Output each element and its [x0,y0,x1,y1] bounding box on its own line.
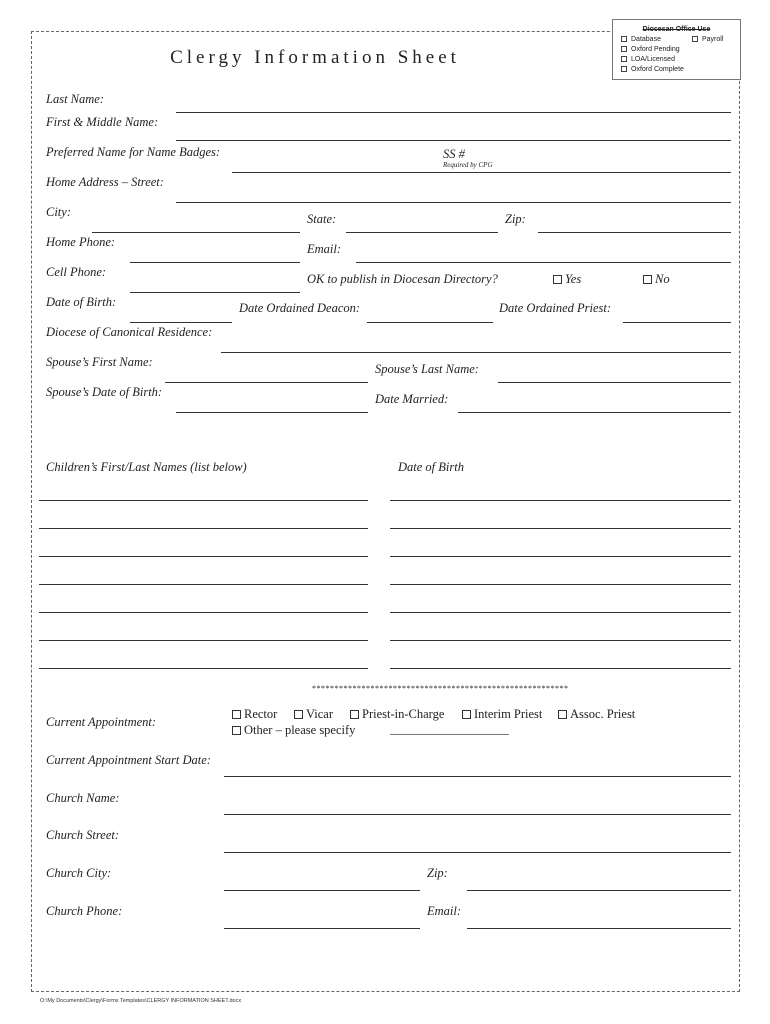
appt-other-option[interactable]: Other – please specify [232,723,355,738]
appt-start-field[interactable] [224,776,731,777]
child-dob-field[interactable] [390,528,731,529]
children-dob-label: Date of Birth [398,460,464,474]
checkbox-icon [621,46,627,52]
checkbox-icon [621,66,627,72]
file-path-footer: O:\My Documents\Clergy\Forms Templates\CLERGY INFORMATION SHEET.docx [40,998,242,1004]
home-street-field[interactable] [176,202,731,203]
appt-vicar-option[interactable]: Vicar [294,707,333,722]
state-field[interactable] [346,232,498,233]
child-dob-field[interactable] [390,668,731,669]
church-zip-label: Zip: [427,866,448,880]
appt-assoc-priest-option[interactable]: Assoc. Priest [558,707,635,722]
diocese-canonical-field[interactable] [221,352,731,353]
publish-yes-option[interactable]: Yes [553,272,581,287]
city-label: City: [46,205,71,219]
ordained-deacon-field[interactable] [367,322,493,323]
spouse-last-field[interactable] [498,382,731,383]
cell-phone-field[interactable] [130,292,300,293]
child-name-field[interactable] [39,640,368,641]
zip-label: Zip: [505,212,526,226]
current-appointment-label: Current Appointment: [46,715,157,729]
office-oxford-pending[interactable]: Oxford Pending [621,46,680,53]
child-name-field[interactable] [39,556,368,557]
church-phone-label: Church Phone: [46,904,123,918]
ss-note: Required by CPG [443,161,493,169]
ok-publish-label: OK to publish in Diocesan Directory? [307,272,498,286]
checkbox-icon [558,710,567,719]
email-field[interactable] [356,262,731,263]
date-married-field[interactable] [458,412,731,413]
church-phone-field[interactable] [224,928,420,929]
ordained-deacon-label: Date Ordained Deacon: [239,301,361,315]
office-use-heading: Diocesan Office Use [642,26,711,33]
church-email-field[interactable] [467,928,731,929]
checkbox-icon [462,710,471,719]
spouse-last-label: Spouse’s Last Name: [375,362,479,376]
church-name-field[interactable] [224,814,731,815]
church-street-label: Church Street: [46,828,120,842]
ordained-priest-field[interactable] [623,322,731,323]
office-payroll[interactable]: Payroll [692,36,723,43]
checkbox-icon [621,36,627,42]
ss-label: SS # [443,147,465,161]
home-phone-field[interactable] [130,262,300,263]
checkbox-icon [692,36,698,42]
appt-rector-option[interactable]: Rector [232,707,277,722]
church-name-label: Church Name: [46,791,120,805]
office-database[interactable]: Database [621,36,661,43]
checkbox-icon [294,710,303,719]
office-oxford-complete[interactable]: Oxford Complete [621,66,684,73]
zip-field[interactable] [538,232,731,233]
publish-no-option[interactable]: No [643,272,670,287]
city-field[interactable] [92,232,300,233]
appt-interim-priest-option[interactable]: Interim Priest [462,707,542,722]
home-phone-label: Home Phone: [46,235,116,249]
home-street-label: Home Address – Street: [46,175,164,189]
first-middle-name-field[interactable] [176,140,731,141]
checkbox-icon [232,726,241,735]
ordained-priest-label: Date Ordained Priest: [499,301,612,315]
child-name-field[interactable] [39,612,368,613]
checkbox-icon [621,56,627,62]
child-name-field[interactable] [39,528,368,529]
child-dob-field[interactable] [390,612,731,613]
checkbox-icon [350,710,359,719]
child-dob-field[interactable] [390,640,731,641]
church-city-label: Church City: [46,866,112,880]
church-city-field[interactable] [224,890,420,891]
last-name-field[interactable] [176,112,731,113]
child-name-field[interactable] [39,584,368,585]
spouse-first-field[interactable] [165,382,368,383]
checkbox-icon [553,275,562,284]
checkbox-icon [643,275,652,284]
spouse-dob-label: Spouse’s Date of Birth: [46,385,163,399]
spouse-first-label: Spouse’s First Name: [46,355,153,369]
appt-priest-in-charge-option[interactable]: Priest-in-Charge [350,707,444,722]
dob-label: Date of Birth: [46,295,117,309]
appt-start-label: Current Appointment Start Date: [46,753,211,767]
spouse-dob-field[interactable] [176,412,368,413]
date-married-label: Date Married: [375,392,449,406]
child-dob-field[interactable] [390,500,731,501]
child-dob-field[interactable] [390,556,731,557]
preferred-name-label: Preferred Name for Name Badges: [46,145,221,159]
state-label: State: [307,212,337,226]
dob-field[interactable] [130,322,232,323]
office-use-box [612,19,741,80]
child-name-field[interactable] [39,500,368,501]
appt-other-specify-field[interactable]: ___________________ [390,722,509,736]
email-label: Email: [307,242,342,256]
first-middle-name-label: First & Middle Name: [46,115,159,129]
cell-phone-label: Cell Phone: [46,265,107,279]
page-title: Clergy Information Sheet [170,47,460,68]
church-zip-field[interactable] [467,890,731,891]
diocese-canonical-label: Diocese of Canonical Residence: [46,325,213,339]
section-separator: ********************************************************* [312,684,569,693]
church-email-label: Email: [427,904,462,918]
child-dob-field[interactable] [390,584,731,585]
church-street-field[interactable] [224,852,731,853]
preferred-name-field[interactable] [232,172,731,173]
checkbox-icon [232,710,241,719]
last-name-label: Last Name: [46,92,104,106]
office-loa-licensed[interactable]: LOA/Licensed [621,56,675,63]
child-name-field[interactable] [39,668,368,669]
children-label: Children’s First/Last Names (list below) [46,460,247,474]
